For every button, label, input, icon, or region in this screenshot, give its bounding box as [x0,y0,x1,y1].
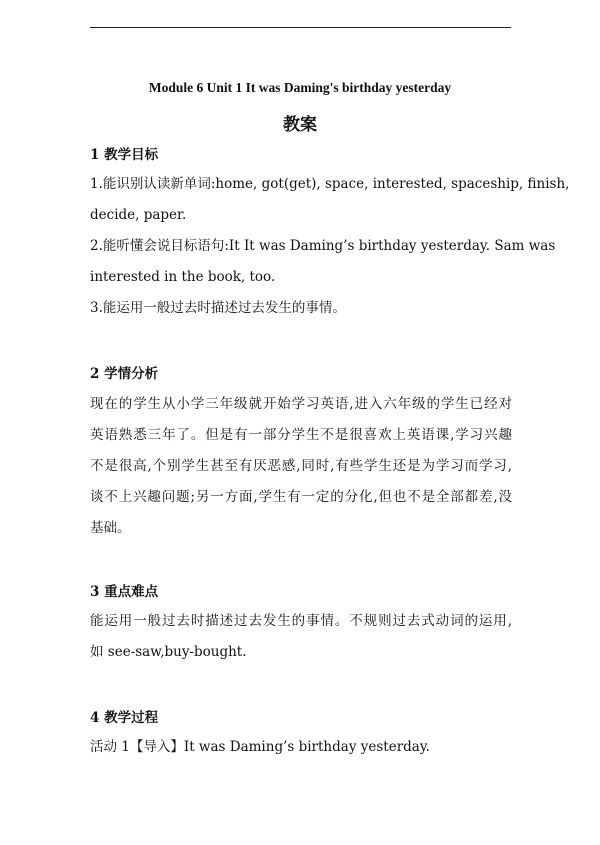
section-heading-objectives: 1 教学目标 [90,147,159,163]
section-heading-process: 4 教学过程 [90,710,159,726]
analysis-line-1: 现在的学生从小学三年级就开始学习英语,进入六年级的学生已经对 [90,396,512,412]
analysis-line-5: 基础。 [90,520,131,536]
analysis-line-4: 谈不上兴趣问题;另一方面,学生有一定的分化,但也不是全部都差,没 [90,489,512,505]
analysis-line-3: 不是很高,个别学生甚至有厌恶感,同时,有些学生还是为学习而学习, [90,458,512,474]
process-line-1: 活动 1【导入】It was Daming’s birthday yesterday. [90,739,430,755]
document-subtitle: 教案 [283,115,317,135]
key-points-line-2: 如 see-saw,buy-bought. [90,644,247,660]
header-rule [90,27,511,28]
section-heading-analysis: 2 学情分析 [90,366,159,382]
key-points-line-1: 能运用一般过去时描述过去发生的事情。不规则过去式动词的运用, [90,613,512,629]
objectives-line-5: 3.能运用一般过去时描述过去发生的事情。 [90,300,346,316]
section-heading-key-points: 3 重点难点 [90,584,159,600]
objectives-line-3: 2.能听懂会说目标语句:It It was Daming’s birthday yesterday. Sam was [90,238,556,254]
objectives-line-1: 1.能识别认读新单词:home, got(get), space, interested, spaceship, finish, [90,176,570,192]
objectives-line-4: interested in the book, too. [90,269,276,285]
objectives-line-2: decide, paper. [90,207,187,223]
document-title: Module 6 Unit 1 It was Daming's birthday yesterday [148,80,452,95]
analysis-line-2: 英语熟悉三年了。但是有一部分学生不是很喜欢上英语课,学习兴趣 [90,427,512,443]
